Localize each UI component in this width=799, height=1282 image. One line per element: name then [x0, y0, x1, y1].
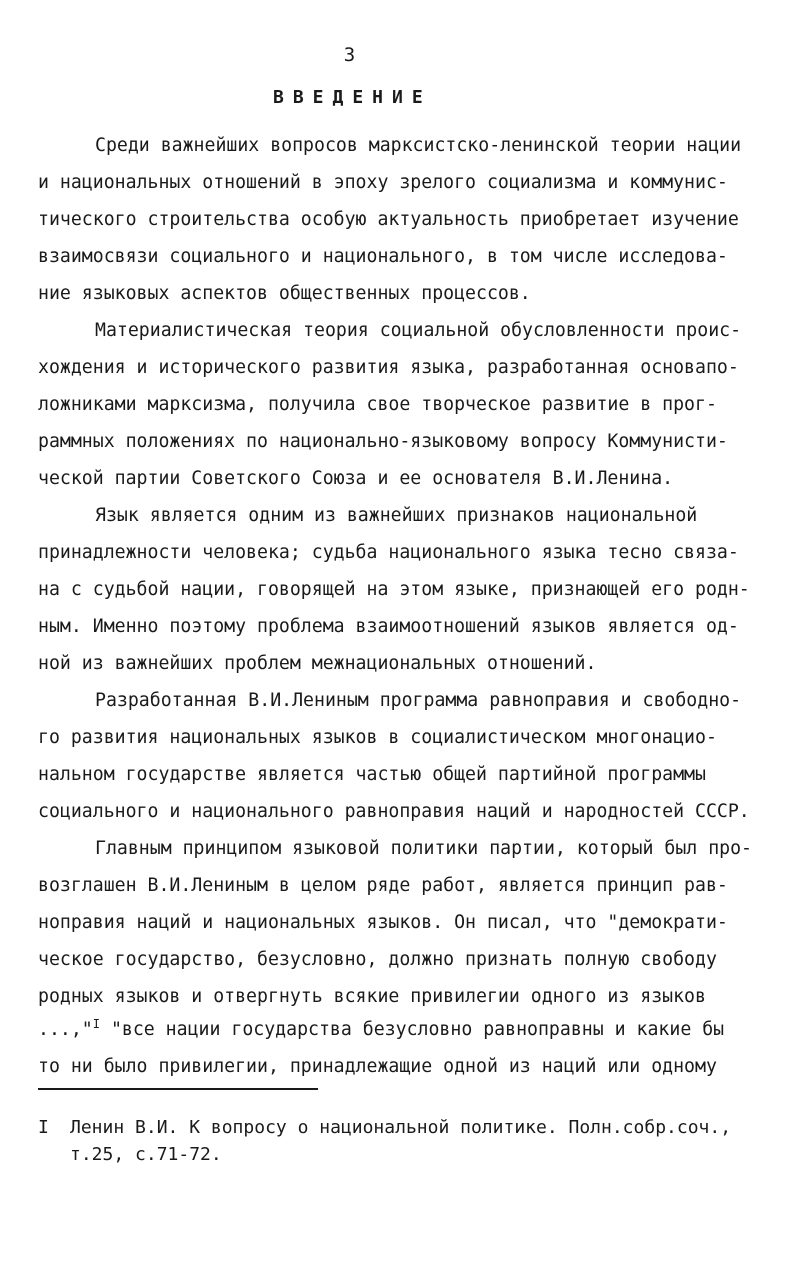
text-line: хождения и исторического развития языка, разработанная основапо- — [38, 357, 739, 378]
text-line: ческое государство, безусловно, должно признать полную свободу — [38, 949, 717, 970]
text-line: Язык является одним из важнейших признаков национальной — [95, 505, 698, 526]
text-line: родных языков и отвергнуть всякие привилегии одного из языков — [38, 986, 706, 1007]
text-line: Главным принципом языковой политики партии, который был про- — [95, 838, 752, 859]
footnote-marker[interactable]: I — [92, 1016, 100, 1031]
text-line: на с судьбой нации, говорящей на этом языке, признающей его родн- — [38, 579, 750, 600]
text-line: ной из важнейших проблем межнациональных отношений. — [38, 653, 597, 674]
text-line — [38, 1016, 725, 1041]
footnote-divider — [38, 1088, 318, 1090]
text-line: взаимосвязи социального и национального, в том числе исследова- — [38, 246, 728, 267]
text-line: социального и национального равноправия наций и народностей СССР. — [38, 801, 750, 822]
text-line: и национальных отношений в эпоху зрелого социализма и коммунис- — [38, 172, 728, 193]
footnote-number: I — [38, 1117, 49, 1138]
text-line: го развития национальных языков в социалистическом многонацио- — [38, 727, 717, 748]
text-line: раммных положениях по национально-языковому вопросу Коммунисти- — [38, 431, 728, 452]
text-line: ние языковых аспектов общественных процессов. — [38, 283, 531, 304]
text-line: тического строительства особую актуальность приобретает изучение — [38, 209, 739, 230]
text-fragment: ...," — [38, 1019, 93, 1040]
text-line: Разработанная В.И.Лениным программа равноправия и свободно- — [95, 690, 742, 711]
footnote-text: Ленин В.И. К вопросу о национальной политике. Полн.собр.соч., — [70, 1117, 732, 1138]
section-title: ВВЕДЕНИЕ — [273, 87, 432, 108]
text-line: нальном государстве является частью общей партийной программы — [38, 764, 706, 785]
text-fragment: "все нации государства безусловно равноправны и какие бы — [110, 1019, 725, 1040]
text-line: принадлежности человека; судьба национального языка тесно связа- — [38, 542, 739, 563]
text-line: Среди важнейших вопросов марксистско-ленинской теории нации — [95, 135, 742, 156]
text-line: Материалистическая теория социальной обусловленности проис- — [95, 320, 742, 341]
footnote-text: т.25, с.71-72. — [70, 1144, 222, 1165]
text-line: ноправия наций и национальных языков. Он писал, что "демократи- — [38, 912, 728, 933]
page-number: 3 — [343, 44, 356, 66]
text-line: то ни было привилегии, принадлежащие одной из наций или одному — [38, 1056, 717, 1077]
text-line: ным. Именно поэтому проблема взаимоотношений языков является од- — [38, 616, 739, 637]
text-line: ческой партии Советского Союза и ее основателя В.И.Ленина. — [38, 468, 674, 489]
text-line: возглашен В.И.Лениным в целом ряде работ, является принцип рав- — [38, 875, 728, 896]
text-line: ложниками марксизма, получила свое творческое развитие в прог- — [38, 394, 717, 415]
